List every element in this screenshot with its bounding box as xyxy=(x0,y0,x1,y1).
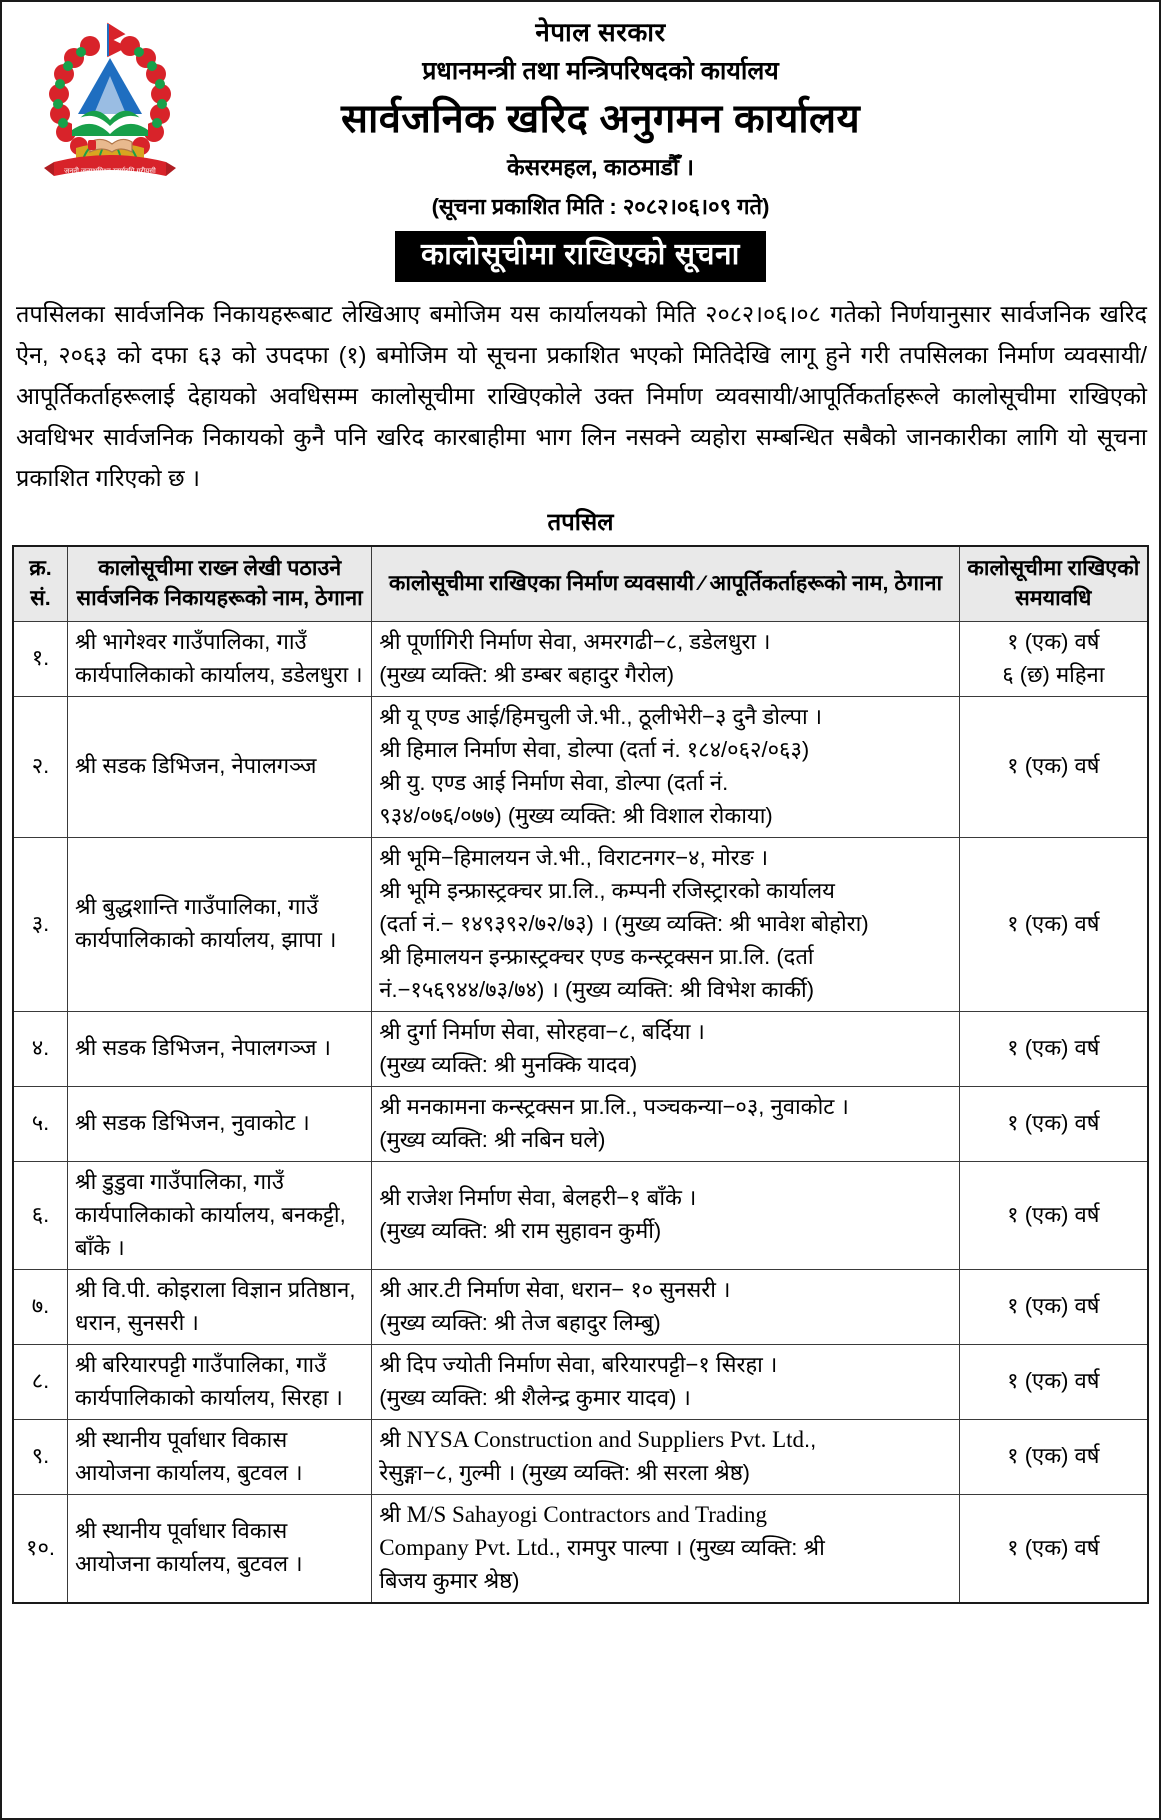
notice-body xyxy=(16,294,1147,499)
ministry-office-title: प्रधानमन्त्री तथा मन्त्रिपरिषदको कार्यालय xyxy=(422,56,779,85)
cell-sn: ४. xyxy=(13,1011,68,1086)
cell-agency: श्री भागेश्वर गाउँपालिका, गाउँ कार्यपालिकाको कार्यालय, डडेलधुरा । xyxy=(68,621,372,696)
cell-firm: श्री आर.टी निर्माण सेवा, धरान− १० सुनसरी । (मुख्य व्यक्ति: श्री तेज बहादुर लिम्बु) xyxy=(372,1269,959,1344)
cell-sn: ५. xyxy=(13,1086,68,1161)
svg-text:जननी जन्मभूमिश्च स्वर्गादपि गर: जननी जन्मभूमिश्च स्वर्गादपि गरीयसी xyxy=(64,168,156,175)
cell-sn: ९. xyxy=(13,1419,68,1494)
cell-sn: २. xyxy=(13,696,68,837)
column-header-agency: कालोसूचीमा राख्न लेखी पठाउने सार्वजनिक निकायहरूको नाम, ठेगाना xyxy=(68,546,372,622)
cell-duration: १ (एक) वर्ष ६ (छ) महिना xyxy=(959,621,1148,696)
main-office-title: सार्वजनिक खरिद अनुगमन कार्यालय xyxy=(341,97,860,141)
cell-duration: १ (एक) वर्ष xyxy=(959,1269,1148,1344)
cell-firm: श्री NYSA Construction and Suppliers Pvt. Ltd., रेसुङ्गा−८, गुल्मी । (मुख्य व्यक्ति: श्री सरला श्रेष्ठ) xyxy=(372,1419,959,1494)
cell-duration: १ (एक) वर्ष xyxy=(959,1419,1148,1494)
cell-duration: १ (एक) वर्ष xyxy=(959,1494,1148,1603)
blacklist-table xyxy=(12,545,1149,1604)
table-header-row xyxy=(13,546,1148,622)
cell-sn: ७. xyxy=(13,1269,68,1344)
table-row xyxy=(13,1269,1148,1344)
schedule-heading: तपसिल xyxy=(547,508,614,536)
table-row xyxy=(13,621,1148,696)
table-row xyxy=(13,1011,1148,1086)
cell-firm: श्री भूमि−हिमालयन जे.भी., विराटनगर−४, मोरङ । श्री भूमि इन्फ्रास्ट्रक्चर प्रा.लि., कम्पनी रजिस्ट्रारको कार्यालय (दर्ता नं.− १४९३९२/७२/७३) । (मुख्य व्यक्ति: श्री भावेश बोहोरा) श्री हिमालयन इन्फ्रास्ट्रक्चर एण्ड कन्स्ट्रक्सन प्रा.लि. (दर्ता नं.−१५६९४४/७३/७४) । (मुख्य व्यक्ति: श्री विभेश कार्की) xyxy=(372,837,959,1011)
cell-agency: श्री स्थानीय पूर्वाधार विकास आयोजना कार्यालय, बुटवल । xyxy=(68,1494,372,1603)
nepal-government-emblem-icon xyxy=(34,16,186,191)
table-body xyxy=(13,621,1148,1603)
cell-agency: श्री बुद्धशान्ति गाउँपालिका, गाउँ कार्यपालिकाको कार्यालय, झापा । xyxy=(68,837,372,1011)
column-header-sn: क्र. सं. xyxy=(13,546,68,622)
cell-firm: श्री राजेश निर्माण सेवा, बेलहरी−१ बाँके । (मुख्य व्यक्ति: श्री राम सुहावन कुर्मी) xyxy=(372,1161,959,1269)
table-row xyxy=(13,1494,1148,1603)
cell-agency: श्री बरियारपट्टी गाउँपालिका, गाउँ कार्यपालिकाको कार्यालय, सिरहा । xyxy=(68,1344,372,1419)
cell-duration: १ (एक) वर्ष xyxy=(959,837,1148,1011)
cell-duration: १ (एक) वर्ष xyxy=(959,1086,1148,1161)
cell-sn: ६. xyxy=(13,1161,68,1269)
cell-sn: १०. xyxy=(13,1494,68,1603)
government-title: नेपाल सरकार xyxy=(535,17,666,47)
cell-sn: १. xyxy=(13,621,68,696)
cell-firm: श्री दिप ज्योती निर्माण सेवा, बरियारपट्टी−१ सिरहा । (मुख्य व्यक्ति: श्री शैलेन्द्र कुमार यादव) । xyxy=(372,1344,959,1419)
cell-duration: १ (एक) वर्ष xyxy=(959,1161,1148,1269)
publication-date: (सूचना प्रकाशित मिति : २०८२।०६।०९ गते) xyxy=(431,193,770,219)
table-row xyxy=(13,1161,1148,1269)
cell-sn: ८. xyxy=(13,1344,68,1419)
cell-agency: श्री स्थानीय पूर्वाधार विकास आयोजना कार्यालय, बुटवल । xyxy=(68,1419,372,1494)
cell-firm: श्री मनकामना कन्स्ट्रक्सन प्रा.लि., पञ्चकन्या−०३, नुवाकोट । (मुख्य व्यक्ति: श्री नबिन घले) xyxy=(372,1086,959,1161)
cell-duration: १ (एक) वर्ष xyxy=(959,1344,1148,1419)
column-header-firm: कालोसूचीमा राखिएका निर्माण व्यवसायी ⁄ आपूर्तिकर्ताहरूको नाम, ठेगाना xyxy=(372,546,959,622)
cell-duration: १ (एक) वर्ष xyxy=(959,1011,1148,1086)
table-row xyxy=(13,696,1148,837)
table-row xyxy=(13,1419,1148,1494)
cell-firm: श्री यू एण्ड आई/हिमचुली जे.भी., ठूलीभेरी−३ दुनै डोल्पा । श्री हिमाल निर्माण सेवा, डोल्पा (दर्ता नं. १८४/०६२/०६३) श्री यु. एण्ड आई निर्माण सेवा, डोल्पा (दर्ता नं. ९३४/०७६/०७७) (मुख्य व्यक्ति: श्री विशाल रोकाया) xyxy=(372,696,959,837)
cell-firm: श्री दुर्गा निर्माण सेवा, सोरहवा−८, बर्दिया । (मुख्य व्यक्ति: श्री मुनक्कि यादव) xyxy=(372,1011,959,1086)
cell-duration: १ (एक) वर्ष xyxy=(959,696,1148,837)
cell-agency: श्री डुडुवा गाउँपालिका, गाउँ कार्यपालिकाको कार्यालय, बनकट्टी, बाँके । xyxy=(68,1161,372,1269)
cell-agency: श्री सडक डिभिजन, नुवाकोट । xyxy=(68,1086,372,1161)
cell-firm: श्री M/S Sahayogi Contractors and Trading Company Pvt. Ltd., रामपुर पाल्पा । (मुख्य व्यक्ति: श्री बिजय कुमार श्रेष्ठ) xyxy=(372,1494,959,1603)
cell-firm: श्री पूर्णागिरी निर्माण सेवा, अमरगढी−८, डडेलधुरा । (मुख्य व्यक्ति: श्री डम्बर बहादुर गैरोल) xyxy=(372,621,959,696)
table-head xyxy=(13,546,1148,622)
cell-agency: श्री सडक डिभिजन, नेपालगञ्ज । xyxy=(68,1011,372,1086)
table-row xyxy=(13,1344,1148,1419)
cell-agency: श्री वि.पी. कोइराला विज्ञान प्रतिष्ठान, धरान, सुनसरी । xyxy=(68,1269,372,1344)
document-header xyxy=(12,10,1149,221)
cell-sn: ३. xyxy=(13,837,68,1011)
cell-agency: श्री सडक डिभिजन, नेपालगञ्ज xyxy=(68,696,372,837)
notice-paragraph: तपसिलका सार्वजनिक निकायहरूबाट लेखिआए बमोजिम यस कार्यालयको मिति २०८२।०६।०८ गतेको निर्णयानुसार सार्वजनिक खरिद ऐन, २०६३ को दफा ६३ को उपदफा (१) बमोजिम यो सूचना प्रकाशित भएको मितिदेखि लागू हुने गरी तपसिलका निर्माण व्यवसायी/आपूर्तिकर्ताहरूलाई देहायको अवधिसम्म कालोसूचीमा राखिएकोले उक्त निर्माण व्यवसायी/आपूर्तिकर्ताहरूले कालोसूचीमा राखिएको अवधिभर सार्वजनिक निकायको कुनै पनि खरिद कारबाहीमा भाग लिन नसक्ने व्यहोरा सम्बन्धित सबैको जानकारीका लागि यो सूचना प्रकाशित गरिएको छ । xyxy=(16,300,1147,491)
column-header-duration: कालोसूचीमा राखिएको समयावधि xyxy=(959,546,1148,622)
notice-title-banner: कालोसूचीमा राखिएको सूचना xyxy=(395,231,766,282)
office-address: केसरमहल, काठमाडौँ । xyxy=(506,154,695,180)
notice-banner-wrapper xyxy=(12,231,1149,282)
table-row xyxy=(13,1086,1148,1161)
table-row xyxy=(13,837,1148,1011)
